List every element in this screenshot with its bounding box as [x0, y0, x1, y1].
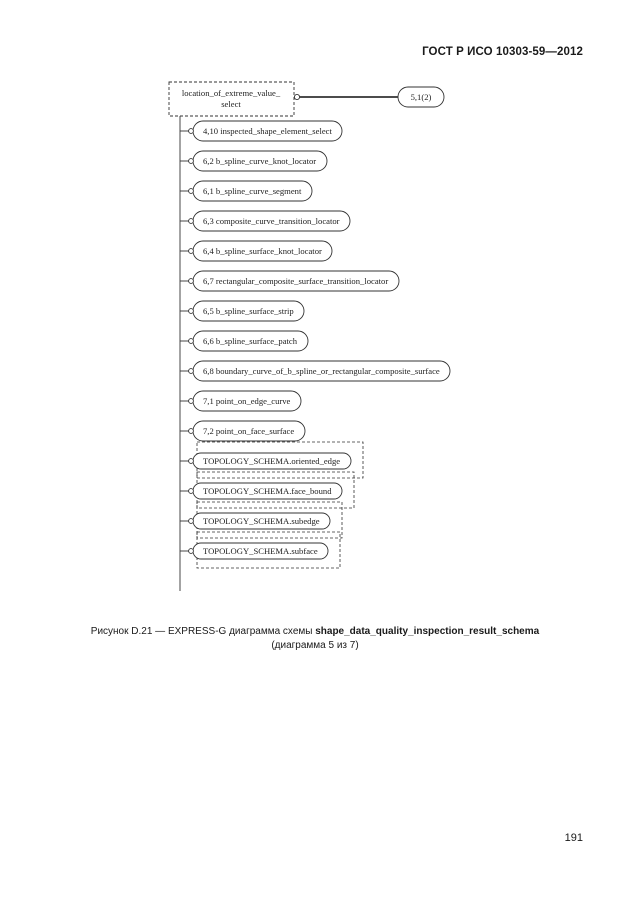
branch-circle — [189, 159, 194, 164]
branch-circle — [189, 369, 194, 374]
caption-schema-name: shape_data_quality_inspection_result_schema — [315, 626, 540, 637]
branch-circle — [189, 459, 194, 464]
diagram-item-10 — [180, 391, 301, 411]
diagram-item-13 — [180, 472, 354, 508]
diagram-item-7 — [180, 301, 304, 321]
item-label: 7,2 point_on_face_surface — [203, 426, 295, 436]
root-select-label-line1: location_of_extreme_value_ — [181, 88, 281, 98]
root-select-label-line2: select — [221, 99, 241, 109]
item-label: TOPOLOGY_SCHEMA.subface — [203, 546, 318, 556]
item-label: 4,10 inspected_shape_element_select — [203, 126, 332, 136]
branch-circle — [189, 489, 194, 494]
page-reference-label: 5,1(2) — [410, 92, 432, 102]
branch-circle — [189, 279, 194, 284]
root-link-circle — [294, 94, 299, 99]
diagram-item-2 — [180, 151, 327, 171]
diagram-item-9 — [180, 361, 450, 381]
diagram-item-1 — [180, 121, 342, 141]
item-label: 6,1 b_spline_curve_segment — [203, 186, 302, 196]
branch-circle — [189, 249, 194, 254]
item-label: 7,1 point_on_edge_curve — [203, 396, 291, 406]
item-label: 6,8 boundary_curve_of_b_spline_or_rectangular_composite_surface — [203, 366, 440, 376]
branch-circle — [189, 549, 194, 554]
page-number: 191 — [564, 832, 583, 844]
document-header: ГОСТ Р ИСО 10303-59—2012 — [422, 46, 583, 58]
caption-prefix: Рисунок D.21 — EXPRESS-G диаграмма схемы — [90, 626, 316, 637]
diagram-item-8 — [180, 331, 308, 351]
diagram-item-12 — [180, 442, 363, 478]
figure-caption — [0, 625, 630, 653]
item-label: TOPOLOGY_SCHEMA.subedge — [203, 516, 320, 526]
item-label: 6,4 b_spline_surface_knot_locator — [203, 246, 322, 256]
page-reference-5-1 — [398, 87, 444, 107]
branch-circle — [189, 519, 194, 524]
item-label: 6,3 composite_curve_transition_locator — [203, 216, 340, 226]
branch-circle — [189, 309, 194, 314]
diagram-item-14 — [180, 502, 342, 538]
branch-circle — [189, 219, 194, 224]
branch-circle — [189, 429, 194, 434]
diagram-item-11 — [180, 421, 305, 441]
item-label: TOPOLOGY_SCHEMA.face_bound — [203, 486, 332, 496]
branch-circle — [189, 339, 194, 344]
item-label: 6,6 b_spline_surface_patch — [203, 336, 298, 346]
branch-circle — [189, 399, 194, 404]
item-label: TOPOLOGY_SCHEMA.oriented_edge — [203, 456, 341, 466]
diagram-item-5 — [180, 241, 332, 261]
item-label: 6,7 rectangular_composite_surface_transition_locator — [203, 276, 389, 286]
branch-circle — [189, 129, 194, 134]
item-label: 6,2 b_spline_curve_knot_locator — [203, 156, 317, 166]
root-select-entity — [169, 82, 294, 116]
item-label: 6,5 b_spline_surface_strip — [203, 306, 294, 316]
branch-circle — [189, 189, 194, 194]
diagram-item-4 — [180, 211, 350, 231]
diagram-item-6 — [180, 271, 399, 291]
caption-line2: (диаграмма 5 из 7) — [271, 640, 359, 651]
diagram-item-15 — [180, 532, 340, 568]
diagram-item-3 — [180, 181, 312, 201]
